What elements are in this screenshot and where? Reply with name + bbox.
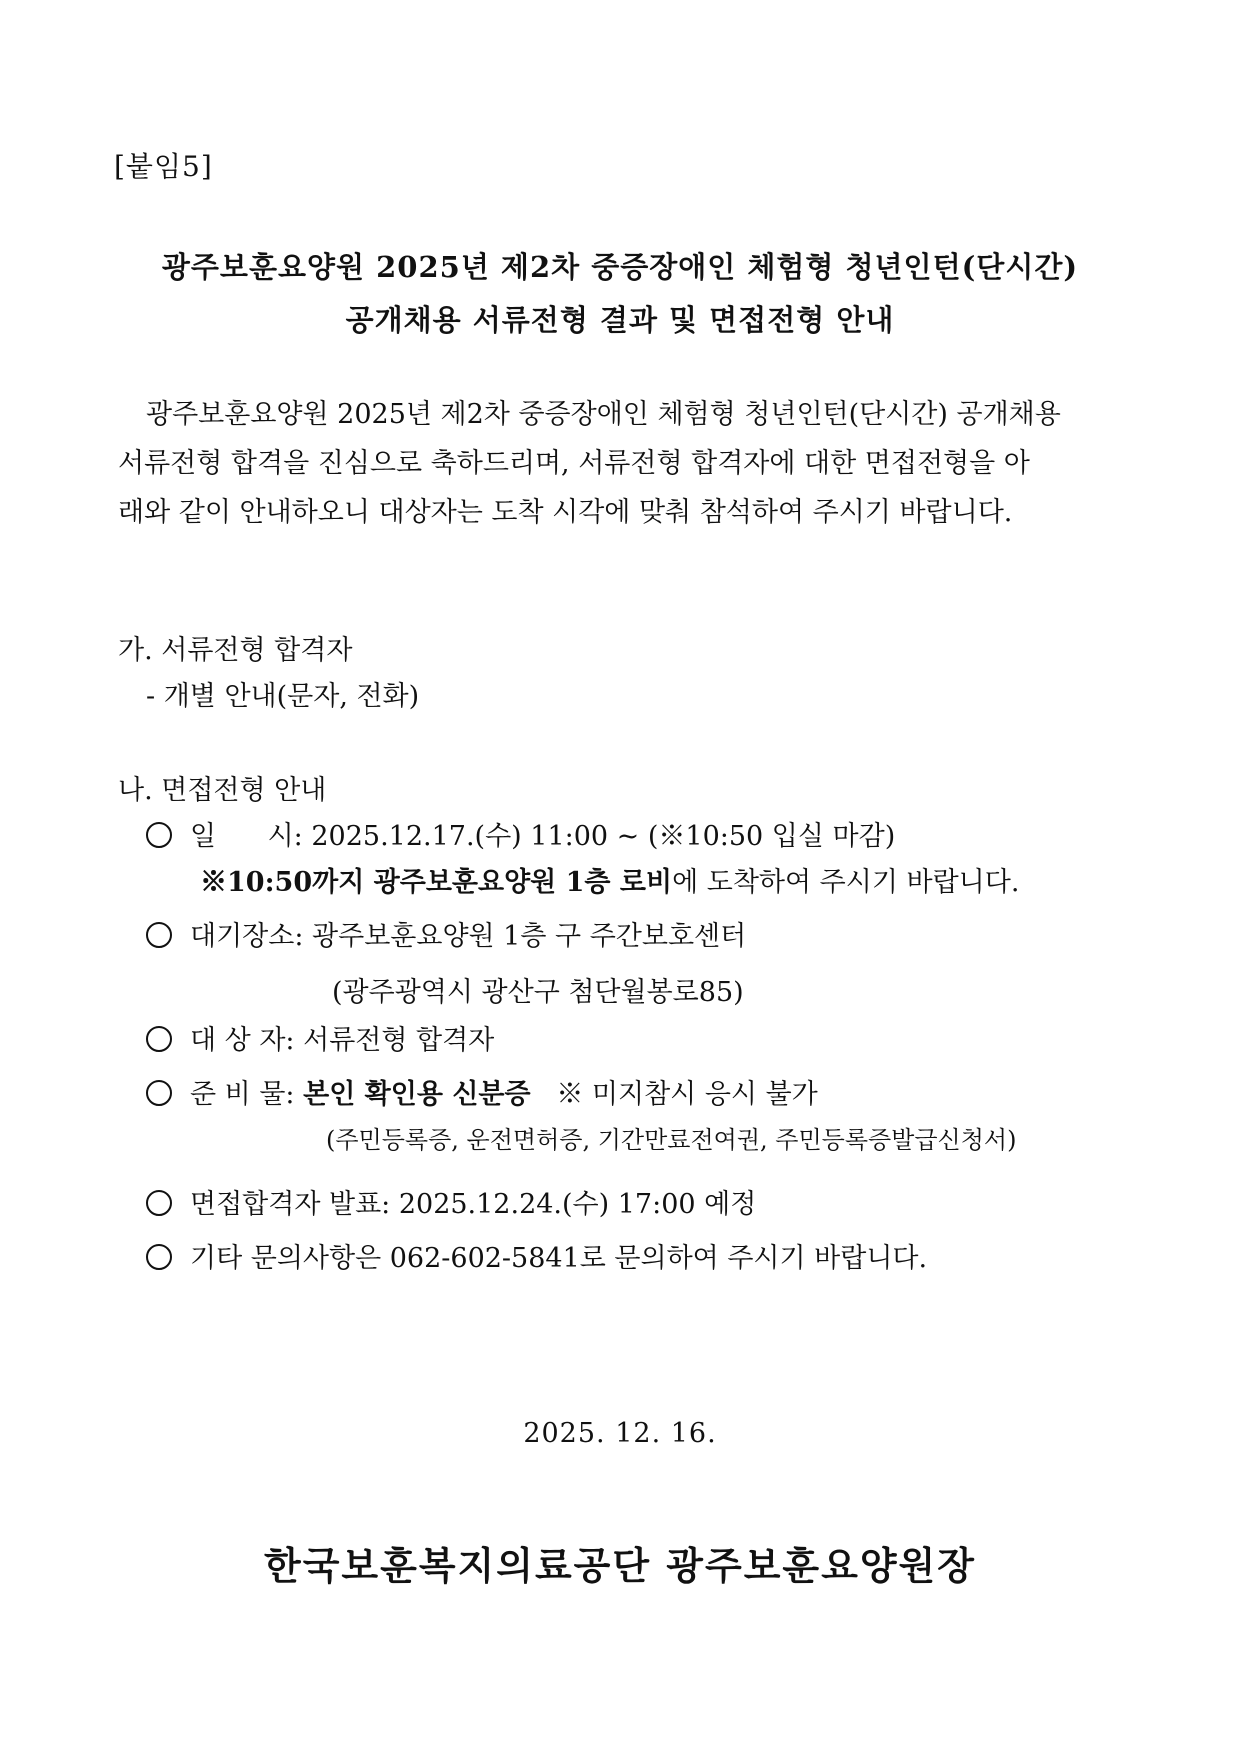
section-na-heading: 나. 면접전형 안내	[118, 775, 327, 806]
intro-line3: 래와 같이 안내하오니 대상자는 도착 시각에 맞춰 참석하여 주시기 바랍니다.	[118, 497, 1013, 528]
signature: 한국보훈복지의료공단 광주보훈요양원장	[264, 1543, 976, 1588]
waiting-room-row	[146, 914, 746, 953]
target-value: 서류전형 합격자	[303, 1025, 495, 1056]
waiting-room-value: 광주보훈요양원 1층 구 주간보호센터	[312, 921, 747, 952]
target-row	[146, 1018, 494, 1057]
schedule-note	[200, 860, 1019, 899]
announcement-text: 면접합격자 발표: 2025.12.24.(수) 17:00 예정	[190, 1189, 757, 1220]
circle-bullet-icon	[146, 1026, 172, 1052]
target-label: 대 상 자:	[190, 1025, 295, 1056]
schedule-row	[146, 814, 895, 853]
materials-examples: (주민등록증, 운전면허증, 기간만료전여권, 주민등록증발급신청서)	[326, 1126, 1017, 1154]
contact-row	[146, 1236, 927, 1275]
circle-bullet-icon	[146, 1080, 172, 1106]
announcement-row	[146, 1182, 756, 1221]
schedule-note-bold: ※10:50까지 광주보훈요양원 1층 로비	[200, 867, 673, 898]
circle-bullet-icon	[146, 822, 172, 848]
document-title-line2: 공개채용 서류전형 결과 및 면접전형 안내	[345, 303, 895, 337]
waiting-room-label: 대기장소:	[190, 921, 304, 952]
materials-warning: ※ 미지참시 응시 불가	[556, 1079, 818, 1110]
section-ga-heading: 가. 서류전형 합격자	[118, 635, 353, 666]
materials-label: 준 비 물:	[190, 1079, 295, 1110]
intro-line1: 광주보훈요양원 2025년 제2차 중증장애인 체험형 청년인턴(단시간) 공개채용	[146, 399, 1061, 430]
schedule-note-rest: 에 도착하여 주시기 바랍니다.	[672, 867, 1020, 898]
schedule-value: 2025.12.17.(수) 11:00 ~ (※10:50 입실 마감)	[311, 821, 896, 852]
intro-paragraph	[118, 390, 1118, 537]
contact-text: 기타 문의사항은 062-602-5841로 문의하여 주시기 바랍니다.	[190, 1243, 928, 1274]
intro-line2: 서류전형 합격을 진심으로 축하드리며, 서류전형 합격자에 대한 면접전형을 아	[118, 448, 1030, 479]
circle-bullet-icon	[146, 1190, 172, 1216]
materials-value: 본인 확인용 신분증	[303, 1079, 531, 1110]
circle-bullet-icon	[146, 922, 172, 948]
circle-bullet-icon	[146, 1244, 172, 1270]
section-ga-item: - 개별 안내(문자, 전화)	[146, 681, 420, 712]
document-date: 2025. 12. 16.	[523, 1418, 717, 1449]
waiting-room-address: (광주광역시 광산구 첨단월봉로85)	[332, 977, 744, 1008]
schedule-label: 일 시:	[190, 821, 303, 852]
attachment-label: [붙임5]	[114, 150, 213, 183]
materials-row	[146, 1072, 818, 1111]
document-title-line1: 광주보훈요양원 2025년 제2차 중증장애인 체험형 청년인턴(단시간)	[161, 250, 1079, 284]
